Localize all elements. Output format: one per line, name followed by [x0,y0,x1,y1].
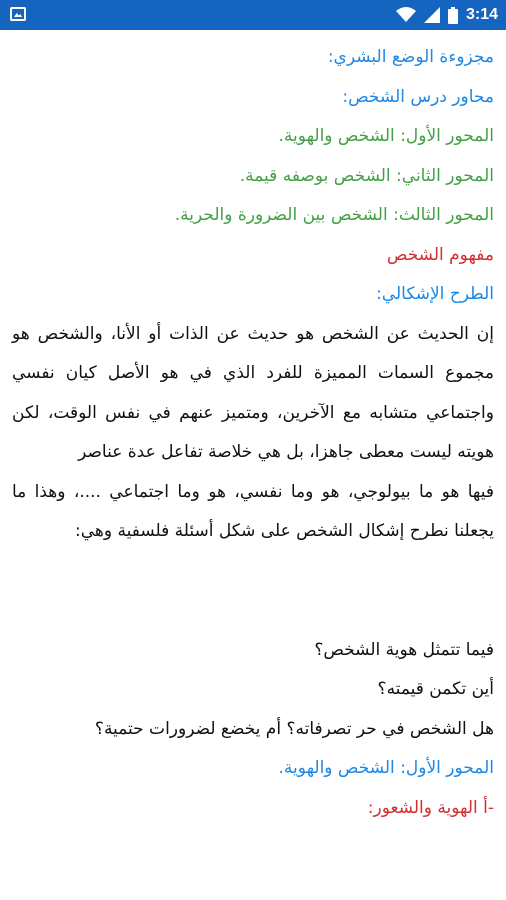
article-content [0,30,506,900]
axis-one: المحور الأول: الشخص والهوية. [278,126,494,146]
intro-paragraph: إن الحديث عن الشخص هو حديث عن الذات أو الأنا، والشخص هو مجموع السمات المميزة للفرد الذي في هو الأصل كيان نفسي واجتماعي متشابه مع الآخرين، ومتميز عنهم في نفس الوقت، لكن هويته ليست معطى جاهزا، بل هي خلاصة تفاعل عدة عناصر [12,323,494,462]
wifi-icon [396,7,416,23]
battery-icon [448,7,458,24]
image-icon [10,7,26,21]
status-icons [396,0,498,30]
axis-three: المحور الثالث: الشخص بين الضرورة والحرية. [174,205,494,225]
cellular-signal-icon [424,7,440,23]
question-identity: فيما تتمثل هوية الشخص؟ [314,639,494,660]
question-value: أين تكمن قيمته؟ [377,679,494,699]
status-bar [0,0,506,30]
axis-two: المحور الثاني: الشخص بوصفه قيمة. [239,165,494,186]
lesson-axes-heading: محاور درس الشخص: [342,86,494,107]
module-title: مجزوءة الوضع البشري: [327,47,494,67]
blank-space [12,552,494,631]
axis-one-heading: المحور الأول: الشخص والهوية. [278,758,494,778]
identity-consciousness-subheading: -أ الهوية والشعور: [367,797,494,818]
clock-time: 3:14 [465,6,498,23]
concept-heading: مفهوم الشخص [386,244,494,265]
problematic-heading: الطرح الإشكالي: [376,284,494,304]
questions-intro-paragraph: فيها هو ما بيولوجي، هو وما نفسي، هو وما اجتماعي ....، وهذا ما يجعلنا نطرح إشكال الشخص على شكل أسئلة فلسفية وهي: [12,481,494,541]
question-freedom: هل الشخص في حر تصرفاته؟ أم يخضع لضرورات حتمية؟ [94,718,494,739]
